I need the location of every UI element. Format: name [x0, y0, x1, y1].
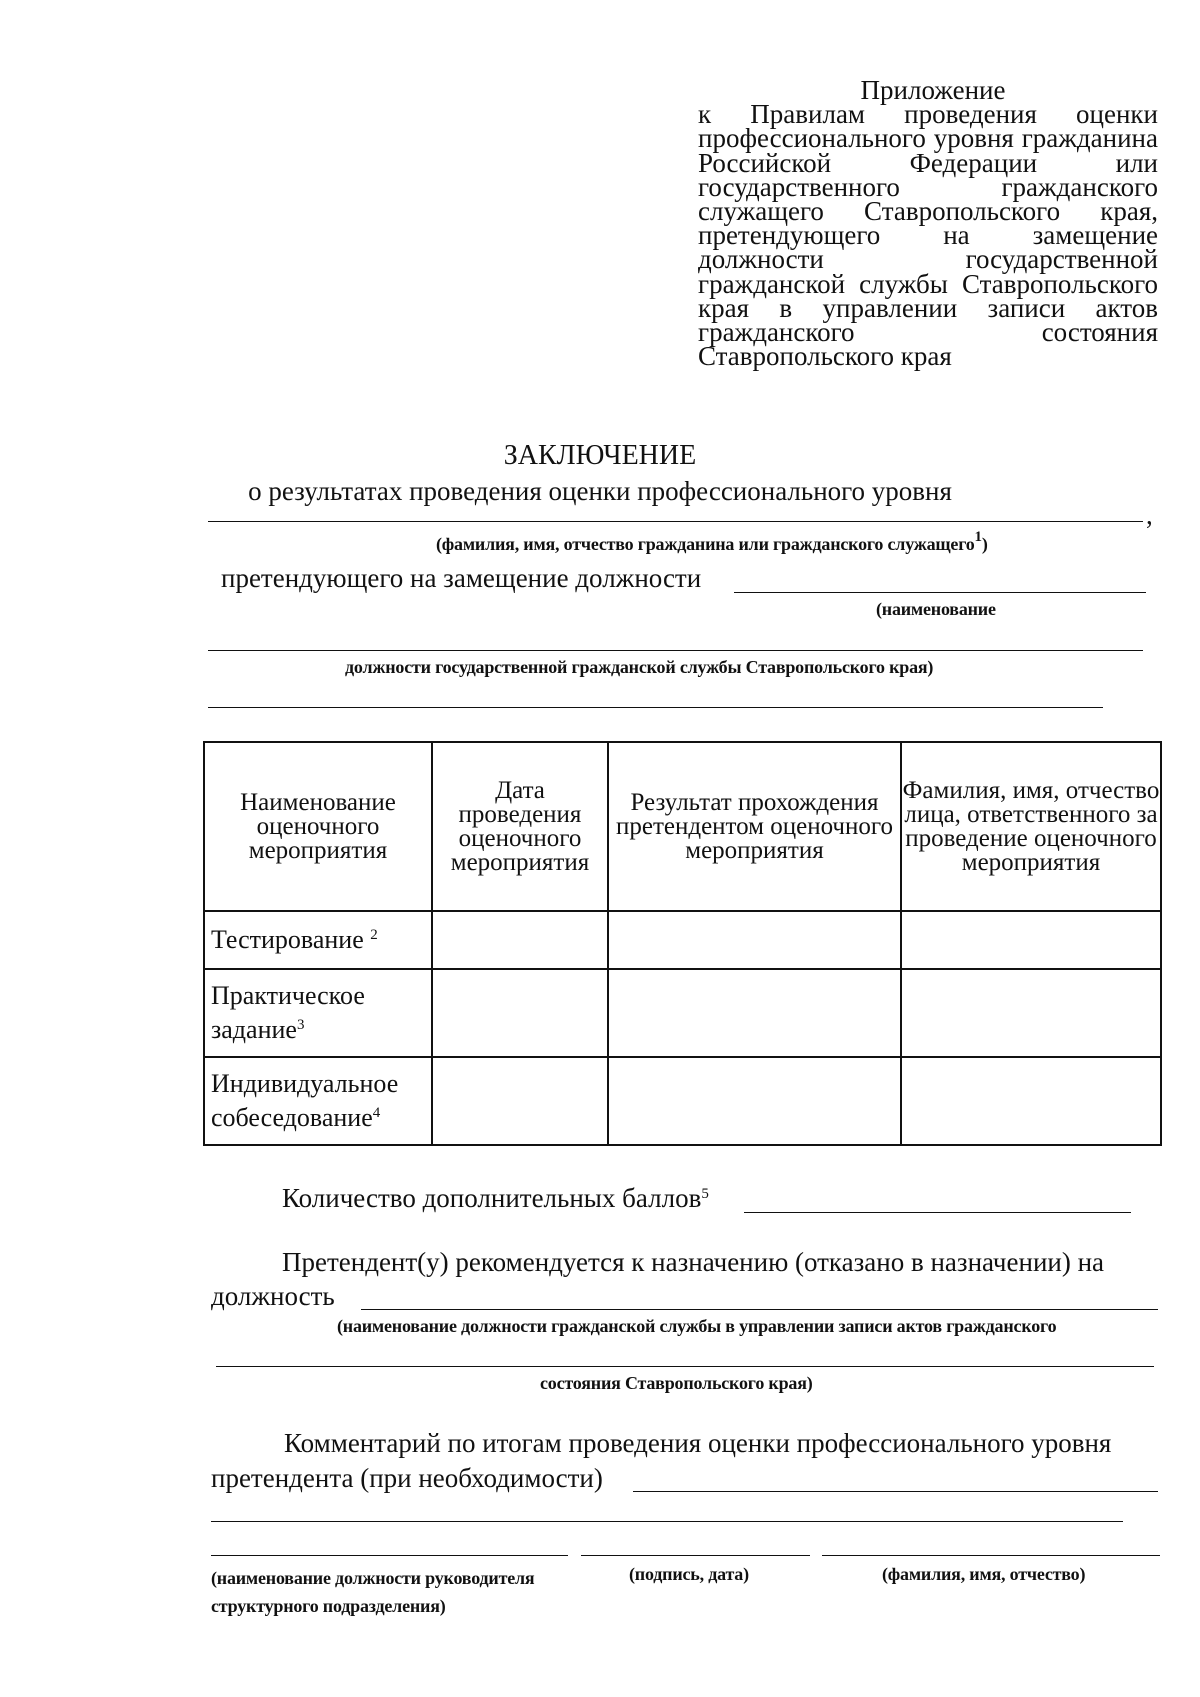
- comment-line-1: Комментарий по итогам проведения оценки профессионального уровня: [284, 1428, 1112, 1458]
- row-label-text: Практическое задание: [211, 981, 365, 1044]
- row-label-practical-task: [204, 969, 432, 1057]
- extra-points-label: [282, 1183, 709, 1214]
- position-input-line[interactable]: [734, 592, 1146, 593]
- position-caption-2: должности государственной гражданской службы Ставропольского края): [345, 657, 934, 677]
- recommendation-caption-1: (наименование должности гражданской службы в управлении записи актов гражданского: [337, 1316, 1057, 1336]
- signature-line[interactable]: [581, 1555, 810, 1556]
- cell-date[interactable]: [432, 911, 608, 969]
- position-input-line-2[interactable]: [208, 650, 1143, 651]
- header-event-name: Наименование оценочного мероприятия: [204, 742, 432, 911]
- evaluation-table: [203, 741, 1162, 1146]
- name-caption-text: (фамилия, имя, отчество гражданина или гражданского служащего: [436, 534, 975, 554]
- name-input-line[interactable]: [208, 521, 1143, 522]
- extra-points-text: Количество дополнительных баллов: [282, 1183, 702, 1213]
- table-row: [204, 969, 1161, 1057]
- footnote-ref-4: 4: [372, 1105, 381, 1121]
- annex-heading: Приложение: [860, 75, 1006, 105]
- comment-line-2: претендента (при необходимости): [211, 1463, 603, 1493]
- recommendation-line-1: Претендент(у) рекомендуется к назначению (отказано в назначении) на: [282, 1247, 1105, 1277]
- annex-block: [698, 75, 1158, 372]
- comment-input-line[interactable]: [633, 1491, 1158, 1492]
- extra-points-input-line[interactable]: [744, 1212, 1131, 1213]
- recommendation-input-line[interactable]: [361, 1309, 1158, 1310]
- name-caption-end: ): [981, 534, 988, 554]
- cell-responsible[interactable]: [901, 969, 1161, 1057]
- row-label-interview: [204, 1057, 432, 1145]
- position-label: претендующего на замещение должности: [221, 563, 702, 593]
- footnote-ref-3: 3: [296, 1017, 305, 1033]
- comment-input-line-2[interactable]: [211, 1521, 1123, 1522]
- signature-name-caption: (фамилия, имя, отчество): [882, 1564, 1086, 1584]
- name-line-comma: ,: [1146, 500, 1153, 530]
- recommendation-caption-2: состояния Ставропольского края): [540, 1373, 813, 1393]
- footnote-ref-2: 2: [370, 927, 378, 943]
- signature-name-line[interactable]: [822, 1555, 1160, 1556]
- cell-responsible[interactable]: [901, 1057, 1161, 1145]
- header-event-result: Результат прохождения претендентом оценочного мероприятия: [608, 742, 901, 911]
- footnote-ref-5: 5: [701, 1186, 709, 1202]
- header-responsible-person: Фамилия, имя, отчество лица, ответственного за проведение оценочного мероприятия: [901, 742, 1161, 911]
- cell-date[interactable]: [432, 1057, 608, 1145]
- footnote-ref-1: 1: [974, 529, 982, 545]
- document-title: ЗАКЛЮЧЕНИЕ: [503, 440, 697, 471]
- signature-caption: (подпись, дата): [629, 1564, 749, 1584]
- recommendation-input-line-2[interactable]: [216, 1366, 1154, 1367]
- row-label-testing: [204, 911, 432, 969]
- cell-responsible[interactable]: [901, 911, 1161, 969]
- table-header-row: [204, 742, 1161, 911]
- signature-position-caption: (наименование должности руководителя структурного подразделения): [211, 1568, 535, 1616]
- cell-result[interactable]: [608, 1057, 901, 1145]
- header-event-date: Дата проведения оценочного мероприятия: [432, 742, 608, 911]
- recommendation-line-2: должность: [211, 1281, 335, 1311]
- signature-position-line[interactable]: [211, 1555, 568, 1556]
- cell-result[interactable]: [608, 969, 901, 1057]
- name-caption: [436, 529, 988, 555]
- annex-text: к Правилам проведения оценки профессионального уровня гражданина Российской Федерации или государственного гражданского служащего Ставропольского края, претендующего на замещение должности государственной гражданской службы Ставропольского края в управлении записи актов гражданского состояния Ставропольского края: [698, 99, 1158, 372]
- table-row: [204, 1057, 1161, 1145]
- row-label-text: Тестирование: [211, 925, 364, 954]
- position-caption-1: (наименование: [876, 599, 996, 619]
- position-input-line-3[interactable]: [208, 707, 1103, 708]
- row-label-text: Индивидуальное собеседование: [211, 1069, 399, 1132]
- document-subtitle: о результатах проведения оценки профессионального уровня: [248, 476, 952, 506]
- table-row: [204, 911, 1161, 969]
- cell-date[interactable]: [432, 969, 608, 1057]
- cell-result[interactable]: [608, 911, 901, 969]
